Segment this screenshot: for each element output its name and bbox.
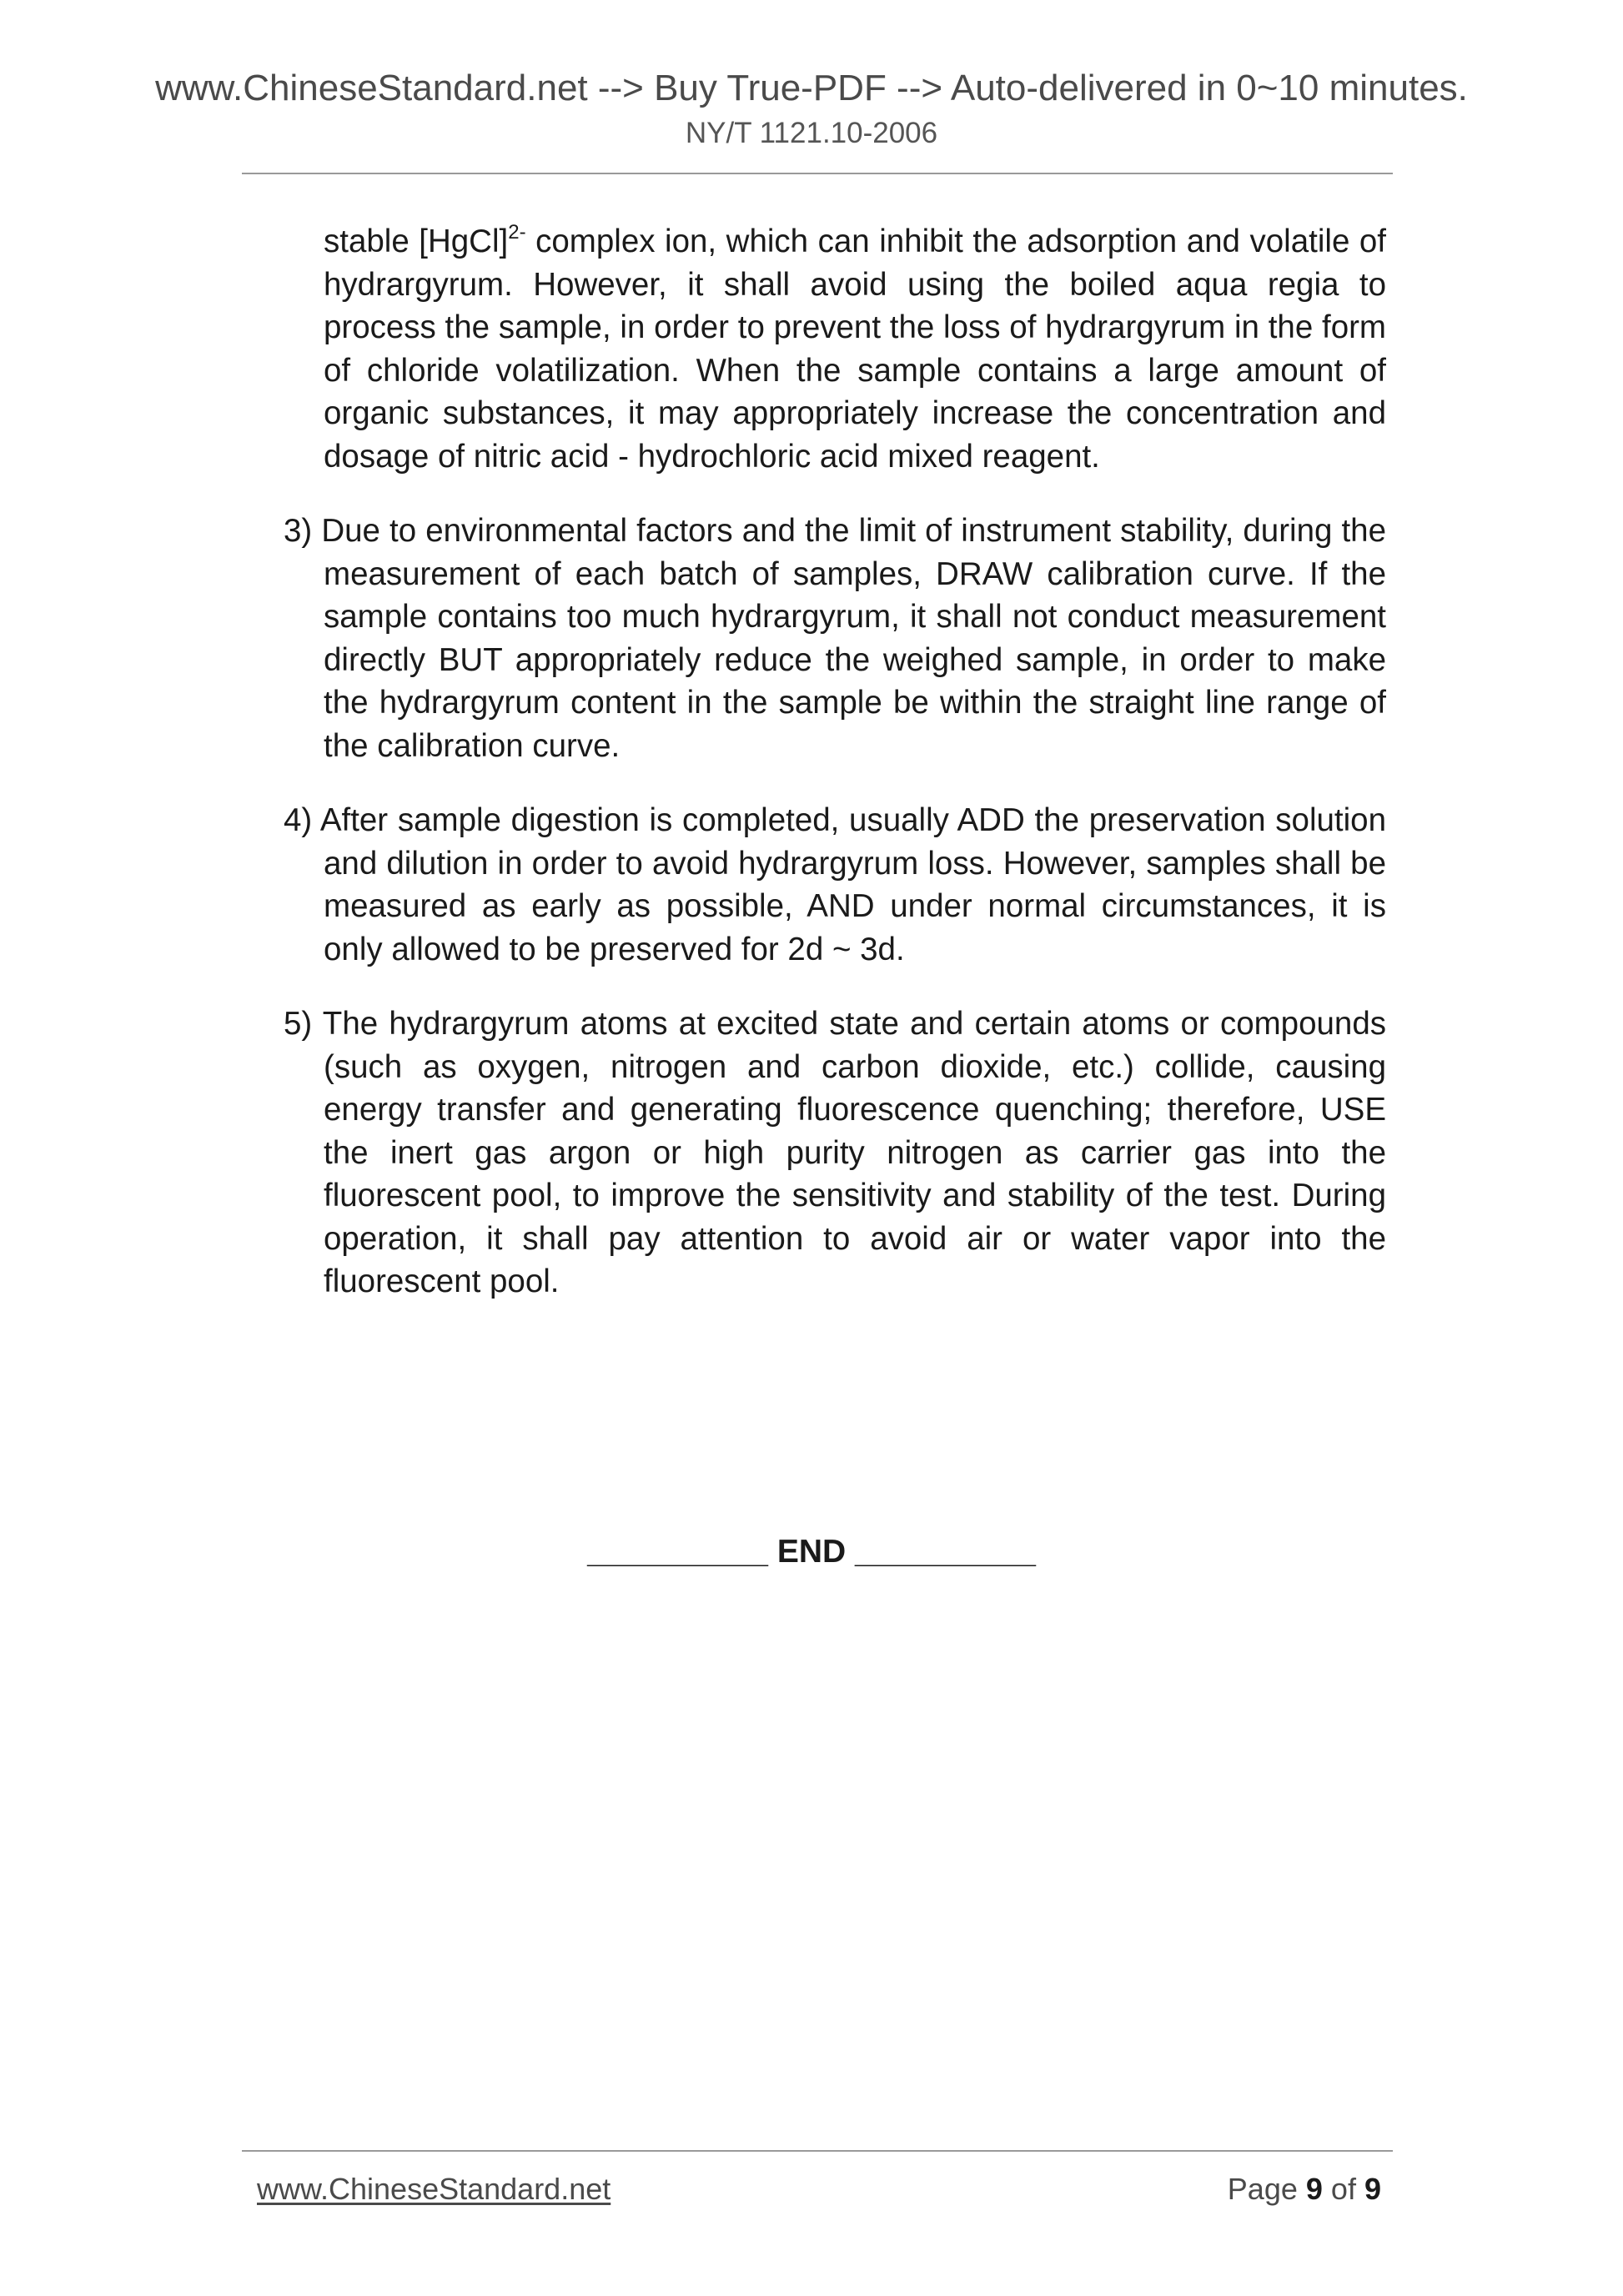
charge-superscript: 2- bbox=[508, 221, 526, 244]
item-text: Due to environmental factors and the limit of instrument stability, during the measurement of each batch of samples, DRAW calibration curve. If the sample contains too much hydrargyrum, it shall not conduct measurement directly BUT appropriately reduce the weighed sample, in order to make the hydrargyrum content in the sample be within the straight line range of the calibration curve. bbox=[321, 513, 1386, 764]
continuation-paragraph bbox=[284, 220, 1386, 478]
item-number: 4) bbox=[284, 802, 313, 838]
footer-divider bbox=[242, 2150, 1393, 2152]
continuation-text-rest: complex ion, which can inhibit the adsorption and volatile of hydrargyrum. However, it shall avoid using the boiled aqua regia to process the sample, in order to prevent the loss of hydrargyrum in the form of chloride volatilization. When the sample contains a large amount of organic substances, it may appropriately increase the concentration and dosage of nitric acid - hydrochloric acid mixed reagent. bbox=[324, 224, 1386, 475]
page-label: Page bbox=[1227, 2172, 1298, 2206]
standard-code: NY/T 1121.10-2006 bbox=[685, 117, 938, 149]
item-text: After sample digestion is completed, usually ADD the preservation solution and dilution in order to avoid hydrargyrum loss. However, samples shall be measured as early as possible, AND under normal circumstances, it is only allowed to be preserved for 2d ~ 3d. bbox=[319, 802, 1386, 967]
page-current: 9 bbox=[1305, 2172, 1323, 2206]
item-text: The hydrargyrum atoms at excited state and certain atoms or compounds (such as oxygen, nitrogen and carbon dioxide, etc.) collide, causing energy transfer and generating fluorescence quenching; therefore, USE the inert gas argon or high purity nitrogen as carrier gas into the fluorescent pool, to improve the sensitivity and stability of the test. During operation, it shall pay attention to avoid air or water vapor into the fluorescent pool. bbox=[322, 1006, 1386, 1299]
end-mark: __________ END __________ bbox=[587, 1534, 1036, 1570]
page-indicator bbox=[1228, 2170, 1381, 2208]
page-total: 9 bbox=[1364, 2172, 1381, 2206]
list-item bbox=[284, 510, 1386, 767]
continuation-text-start: stable [HgCl] bbox=[324, 224, 509, 259]
document-body bbox=[284, 220, 1386, 1304]
footer-website-link[interactable]: www.ChineseStandard.net bbox=[257, 2172, 611, 2206]
list-item bbox=[284, 799, 1386, 971]
item-number: 3) bbox=[284, 513, 313, 549]
list-item bbox=[284, 1002, 1386, 1304]
page-of: of bbox=[1330, 2172, 1356, 2206]
item-number: 5) bbox=[284, 1006, 313, 1042]
header-divider bbox=[242, 173, 1393, 174]
header-banner: www.ChineseStandard.net --> Buy True-PDF --> Auto-delivered in 0~10 minutes. bbox=[155, 68, 1468, 108]
